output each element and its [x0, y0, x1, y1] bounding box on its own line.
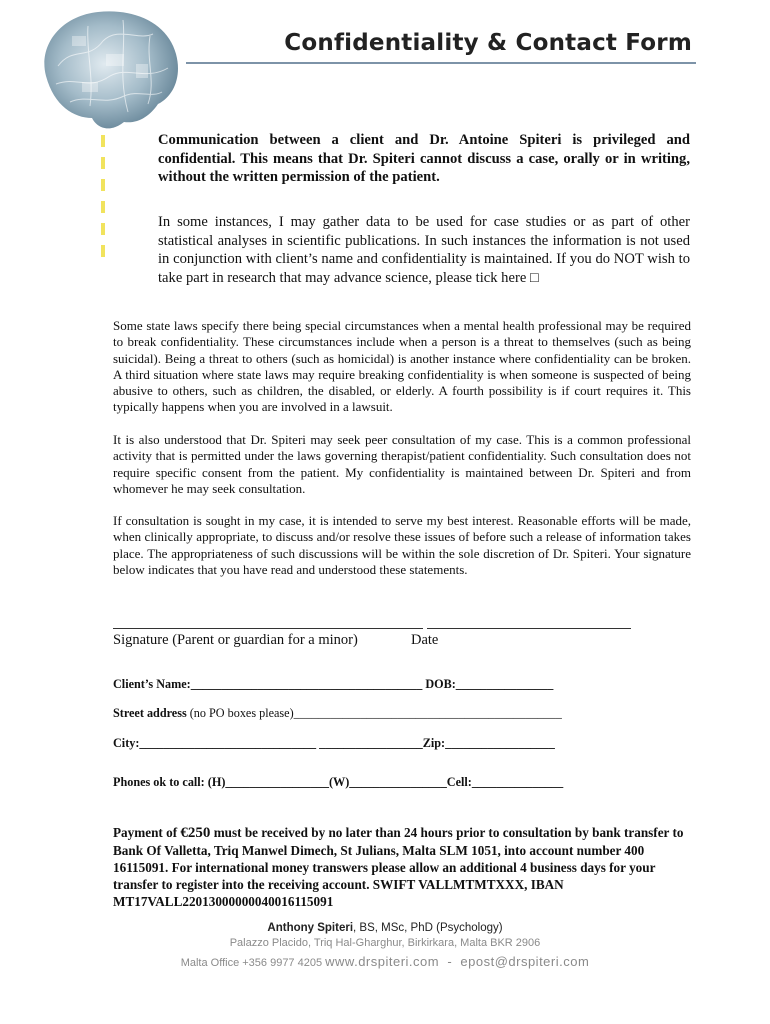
- brain-logo-image: [28, 6, 188, 134]
- street-address-field[interactable]: [113, 706, 562, 721]
- street-address-label: Street address: [113, 706, 187, 720]
- payment-amount: €250: [180, 825, 211, 841]
- payment-text: must be received by no later than 24 hours prior to consultation by bank transfer to Bank Of Valletta, Triq Manwel Dimech, St Julians, Malta SLM 1051, into account number 400 16115091. For international money transwers please allow an additional 4 business days for your transfer to register into the receiving account. SWIFT VALLMTMTXXX, IBAN MT17VALL22013000000040016115091: [113, 825, 684, 909]
- client-name-dob-field[interactable]: Client’s Name:______________________________________ DOB:________________: [113, 677, 554, 691]
- privilege-paragraph: Communication between a client and Dr. Antoine Spiteri is privileged and confidential. This means that Dr. Spiteri cannot discuss a case, orally or in writing, without the written permission of the patient.: [158, 132, 690, 185]
- header-divider: [186, 62, 696, 64]
- payment-prefix: Payment of: [113, 825, 181, 840]
- street-address-note: (no PO boxes please): [189, 706, 294, 720]
- footer-email-link[interactable]: epost@drspiteri.com: [460, 954, 590, 969]
- footer-name: [0, 922, 770, 934]
- body-paragraph-interest: If consultation is sought in my case, it is intended to serve my best interest. Reasonable efforts will be made, when clinically appropriate, to discuss and/or resolve these issues of before such a release of information takes place. The appropriateness of such discussions will be within the sole discretion of Dr. Spiteri. Your signature below indicates that you have read and understood these statements.: [113, 513, 691, 577]
- footer-credentials: , BS, MSc, PhD (Psychology): [353, 922, 503, 934]
- footer-website-link[interactable]: www.drspiteri.com: [325, 954, 440, 969]
- footer-office: Malta Office +356 9977 4205: [180, 957, 326, 969]
- margin-accent-bar: [101, 135, 107, 267]
- footer-contact: [0, 954, 770, 969]
- phones-field[interactable]: Phones ok to call: (H)_________________(W)________________Cell:_______________: [113, 775, 564, 789]
- street-address-line[interactable]: ____________________________________________: [293, 706, 562, 720]
- page-title: Confidentiality & Contact Form: [284, 30, 692, 56]
- footer-address: Palazzo Placido, Triq Hal-Gharghur, Birkirkara, Malta BKR 2906: [229, 937, 541, 949]
- payment-paragraph: [113, 824, 693, 910]
- body-paragraph-consultation: It is also understood that Dr. Spiteri may seek peer consultation of my case. This is a common professional activity that is permitted under the laws governing therapist/patient confidentiality. Such consultation does not require specific consent from the patient. My confidentiality is maintained between Dr. Spiteri and from whomever he may seek consultation.: [113, 432, 691, 496]
- signature-label: Signature (Parent or guardian for a minor): [113, 632, 358, 648]
- research-paragraph: In some instances, I may gather data to be used for case studies or as part of other statistical analyses in scientific publications. In such instances the information is not used in conjunction with client’s name and confidentiality is maintained. If you do NOT wish to take part in research that may advance science, please tick here □: [158, 214, 690, 286]
- footer-person-name: Anthony Spiteri: [267, 922, 354, 934]
- city-zip-field[interactable]: City:_____________________________ _________________Zip:__________________: [113, 736, 555, 750]
- signature-line[interactable]: [113, 616, 423, 629]
- footer-separator: -: [439, 954, 461, 969]
- date-line[interactable]: [427, 616, 631, 629]
- date-label: Date: [411, 632, 439, 648]
- body-paragraph-laws: Some state laws specify there being special circumstances when a mental health professional may be required to break confidentiality. These circumstances include when a person is a threat to themselves (such as being suicidal). Being a threat to others (such as homicidal) is another instance where confidentiality can be broken. A third situation where state laws may require breaking confidentiality is when someone is suspected of being abusive to others, such as children, the disabled, or elderly. A fourth possibility is if court requires it. This typically happens when you are involved in a lawsuit.: [113, 318, 691, 415]
